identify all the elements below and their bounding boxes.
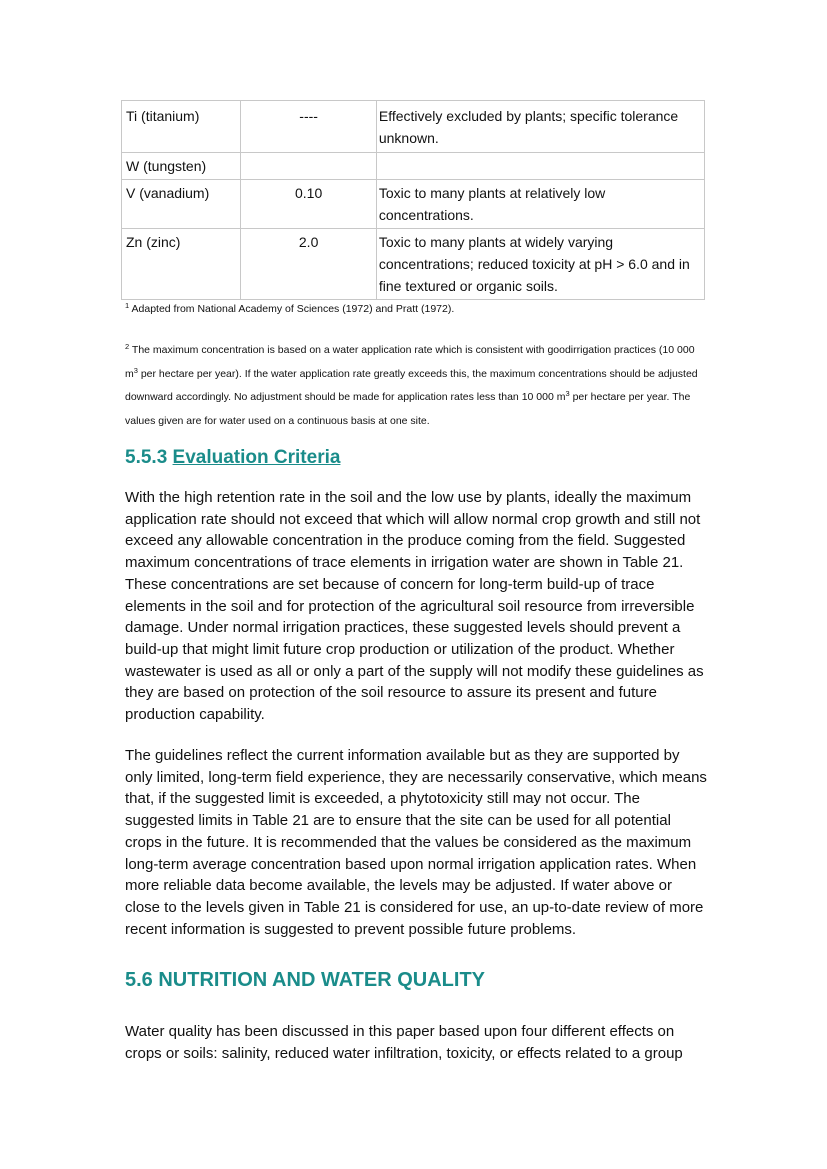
evaluation-criteria-link[interactable]: Evaluation Criteria — [172, 447, 341, 468]
footnote-text-part1: The maximum concentration is based on a water application rate which is consistent with goodirrigation practices (10 000 m — [125, 344, 695, 380]
table-row — [122, 180, 705, 229]
body-paragraph: With the high retention rate in the soil and the low use by plants, ideally the maximum application rate should not exceed that which will allow normal crop growth and still not exceed any allowable concentration in the produce coming from the field. Suggested maximum concentrations of trace elements in irrigation water are shown in Table 21. These concentrations are set because of concern for long-term build-up of trace elements in the soil and for protection of the agricultural soil resource from irreversible damage. Under normal irrigation practices, these suggested levels should prevent a build-up that might limit future crop production or utilization of the product. Whether wastewater is used as all or only a part of the supply will not modify these guidelines as they are based on protection of the soil resource to assure its present and future production capability. — [125, 489, 704, 724]
table-row — [122, 153, 705, 180]
element-cell: Ti (titanium) — [122, 101, 241, 153]
trace-elements-table — [121, 100, 705, 300]
remarks-cell: Toxic to many plants at relatively low concentrations. — [376, 180, 704, 229]
remarks-cell: Effectively excluded by plants; specific tolerance unknown. — [376, 101, 704, 153]
body-paragraph: The guidelines reflect the current information available but as they are supported by only limited, long-term field experience, they are necessarily conservative, which means that, if the suggested limit is exceeded, a phytotoxicity still may not occur. The suggested limits in Table 21 are to ensure that the site can be used for all potential crops in the future. It is recommended that the values be considered as the maximum long-term average concentration based upon normal irrigation application rates. When more reliable data become available, the levels may be adjusted. If water above or close to the levels given in Table 21 is considered for use, an up-to-date review of more recent information is suggested to prevent possible future problems. — [125, 747, 707, 938]
remarks-cell — [376, 153, 704, 180]
section-heading-evaluation-criteria — [125, 444, 340, 472]
footnote-text-part2: per hectare per year). If the water application rate greatly exceeds this, the maximum concentrations should be adjusted downward accordingly. No adjustment should be made for application rates less than 10 000 m — [125, 367, 698, 403]
table-row — [122, 101, 705, 153]
footnote-marker: 2 — [125, 342, 130, 351]
concentration-cell: 0.10 — [241, 180, 376, 229]
remarks-cell: Toxic to many plants at widely varying concentrations; reduced toxicity at pH > 6.0 and in fine textured or organic soils. — [376, 229, 704, 300]
section-number: 5.5.3 — [125, 447, 173, 468]
footnote-1 — [125, 298, 705, 322]
superscript-exponent: 3 — [565, 389, 570, 398]
footnote-2 — [125, 339, 705, 433]
footnote-text: Adapted from National Academy of Sciences (1972) and Pratt (1972). — [131, 303, 455, 315]
footnote-marker: 1 — [125, 301, 130, 310]
body-paragraph: Water quality has been discussed in this paper based upon four different effects on crops or soils: salinity, reduced water infiltration, toxicity, or effects related to a group — [125, 1023, 683, 1062]
element-cell: V (vanadium) — [122, 180, 241, 229]
concentration-cell: 2.0 — [241, 229, 376, 300]
table-row — [122, 229, 705, 300]
concentration-cell: ---- — [241, 101, 376, 153]
section-heading-nutrition: 5.6 NUTRITION AND WATER QUALITY — [125, 969, 485, 991]
superscript-exponent: 3 — [133, 365, 138, 375]
footnote-text-part3: per hectare per year. The values given are for water used on a continuous basis at one site. — [125, 391, 691, 427]
element-cell: W (tungsten) — [122, 153, 241, 180]
element-cell: Zn (zinc) — [122, 229, 241, 300]
concentration-cell — [241, 153, 376, 180]
